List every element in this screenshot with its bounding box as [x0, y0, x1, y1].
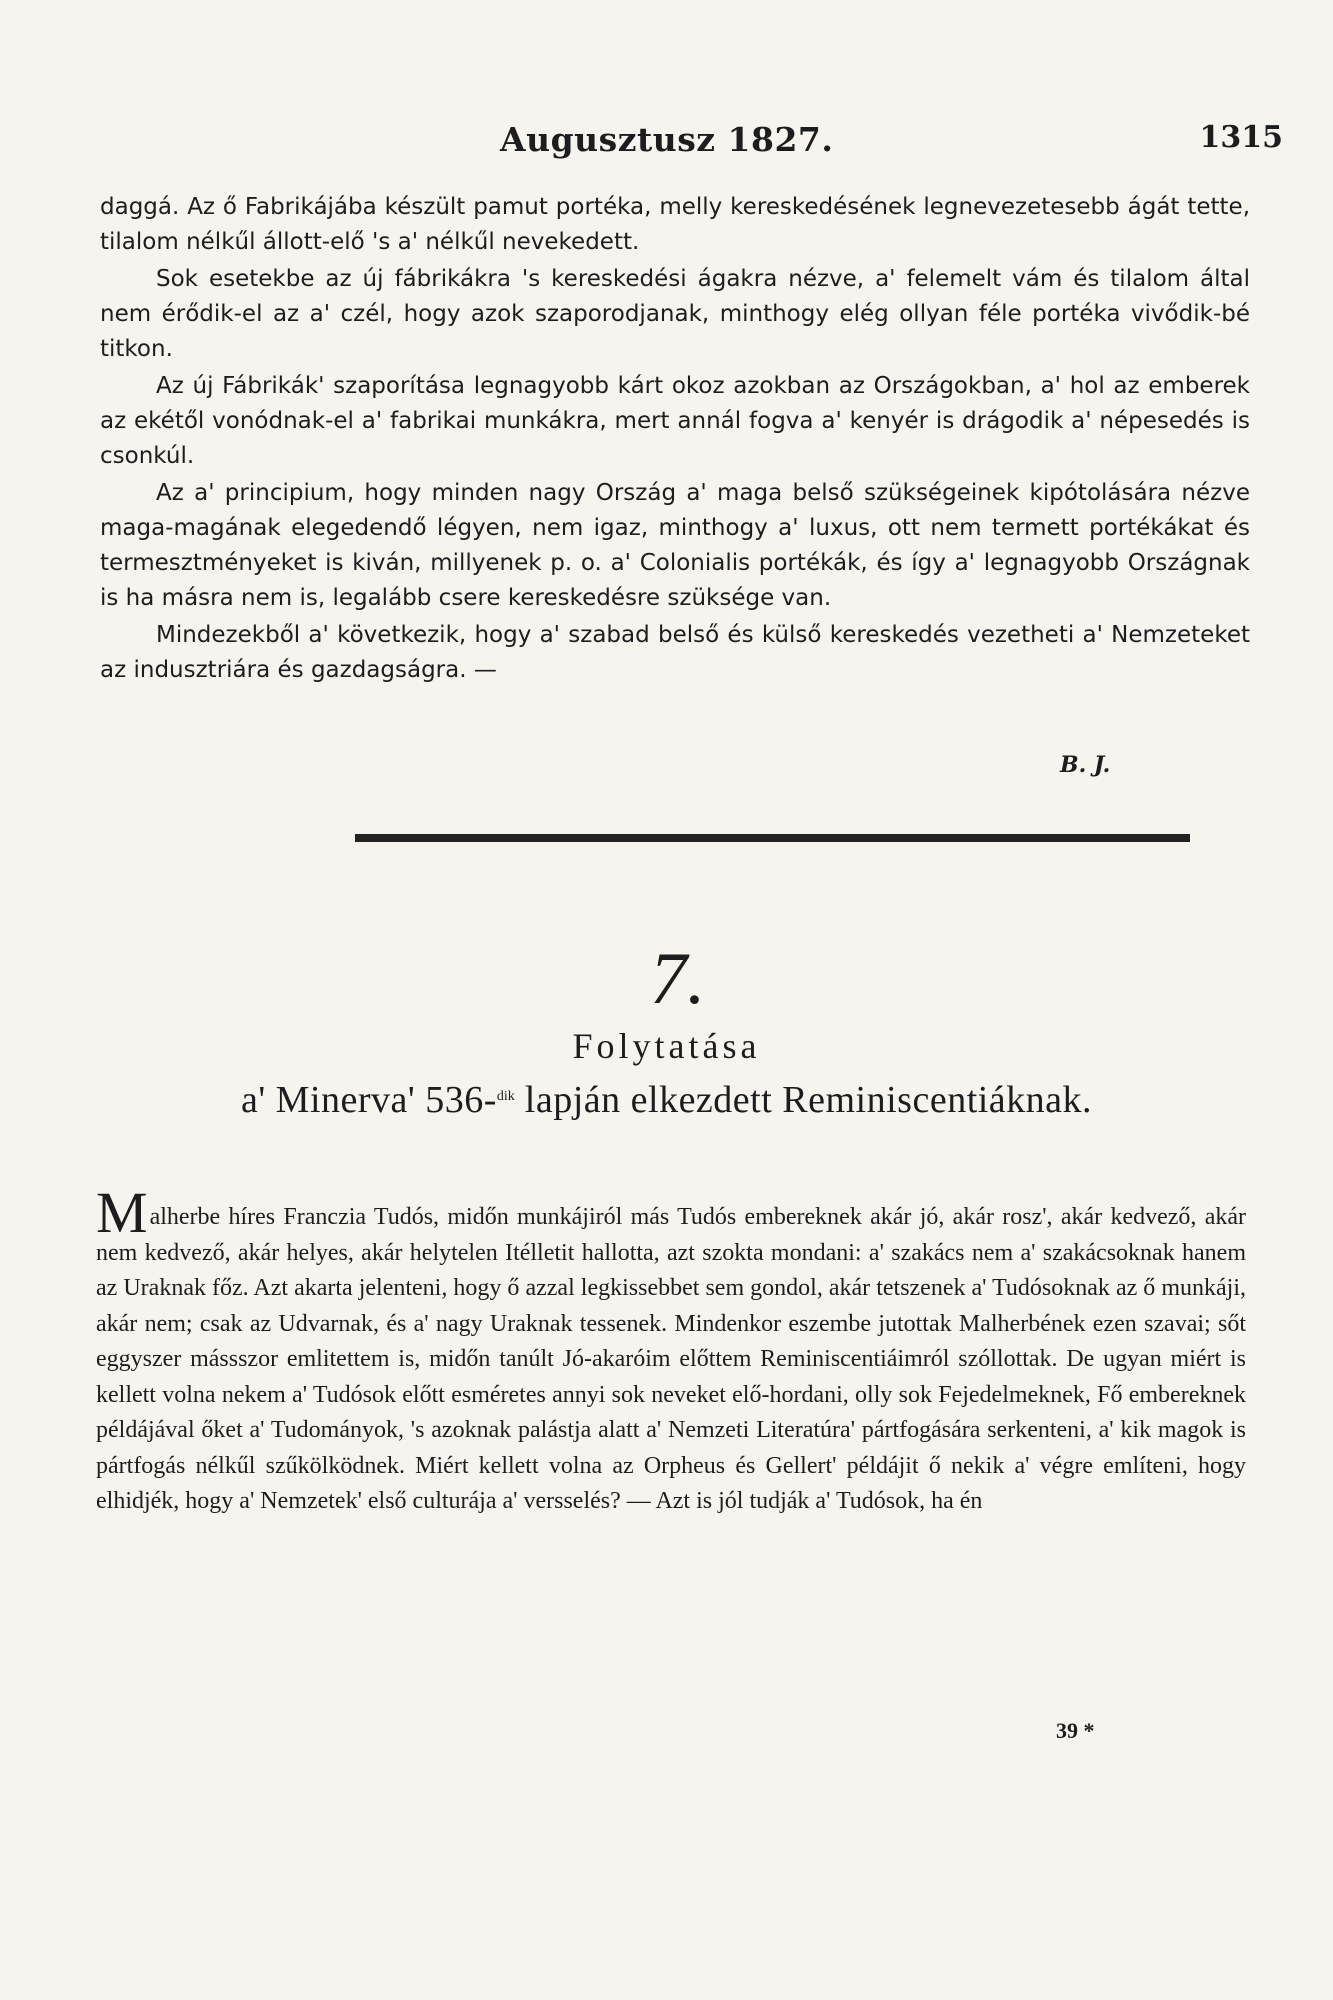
article-title-line-2-before: a' Minerva' 536- — [240, 1079, 497, 1121]
article-body — [96, 1180, 1246, 1520]
page-number: 1315 — [1199, 120, 1283, 155]
section-divider — [355, 834, 1190, 842]
paragraph-5: Mindezekből a' következik, hogy a' szabad belső és külső kereskedés vezetheti a' Nemzeteket az indusztriára és gazdagságra. — — [100, 622, 1250, 683]
article-title-line-1: Folytatása — [572, 1026, 761, 1066]
page-header — [0, 120, 1333, 180]
paragraph-1: daggá. Az ő Fabrikájába készült pamut portéka, melly kereskedésének legnevezetesebb ágát tette, tilalom nélkűl állott-elő 's a' nélkűl nevekedett. — [100, 194, 1250, 255]
article-body-text: alherbe híres Franczia Tudós, midőn munkájiról más Tudós embereknek akár jó, akár rosz', akár kedvező, akár nem kedvező, akár helyes, akár helytelen Itélletit hallotta, azt szokta mondani: a' szakács nem a' szakácsoknak hanem az Uraknak főz. Azt akarta jelenteni, hogy ő azzal legkissebbet sem gondol, akár tetszenek a' Tudósoknak az ő munkáji, akár nem; csak az Udvarnak, és a' nagy Uraknak tessenek. Mindenkor eszembe jutottak Malherbének ezen szavai; sőt eggyszer mássszor emlitettem is, midőn tanúlt Jó-akaróim előttem Reminiscentiáimról szóllottak. De ugyan miért is kellett volna nekem a' Tudósok előtt esméretes annyi sok neveket elő-hordani, olly sok Fejedelmeknek, Fő embereknek példájával őket a' Tudományok, 's azoknak palástja alatt a' Nemzeti Literatúra' pártfogására serkenteni, a' kik magok is pártfogás nélkűl szűkölködnek. Miért kellett volna az Orpheus és Gellert' példájit ő nekik a' végre említeni, hogy elhidjék, hogy a' Nemzetek' első culturája a' versselés? — Azt is jól tudják a' Tudósok, ha én — [96, 1204, 1246, 1514]
paragraph-2: Sok esetekbe az új fábrikákra 's kereskedési ágakra nézve, a' felemelt vám és tilalom által nem érődik-el az a' czél, hogy azok szaporodjanak, minthogy elég ollyan féle portéka vivődik-bé titkon. — [100, 266, 1250, 362]
paragraph-3: Az új Fábrikák' szaporítása legnagyobb kárt okoz azokban az Országokban, a' hol az emberek az ekétől vonódnak-el a' fabrikai munkákra, mert annál fogva a' kenyér is drágodik a' népesedés is csonkúl. — [100, 373, 1250, 469]
article-continuation — [100, 190, 1250, 688]
page-header-title: Augusztusz 1827. — [500, 120, 834, 159]
article-number: 7. — [650, 938, 706, 1020]
drop-cap: M — [96, 1180, 148, 1245]
author-signature: B. J. — [1060, 752, 1111, 778]
article-title-line-2 — [0, 1078, 1333, 1122]
article-title-line-2-after: lapján elkezdett Reminiscentiáknak. — [514, 1079, 1093, 1121]
page-footer-mark: 39 * — [1056, 1718, 1095, 1743]
paragraph-4: Az a' principium, hogy minden nagy Ország a' maga belső szükségeinek kipótolására nézve maga-magának elegedendő légyen, nem igaz, minthogy a' luxus, ott nem termett portékákat és termesztményeket is kiván, millyenek p. o. a' Colonialis portékák, és így a' legnagyobb Országnak is ha másra nem is, legalább csere kereskedésre szüksége van. — [100, 480, 1250, 611]
article-title-superscript: dik — [496, 1089, 515, 1104]
